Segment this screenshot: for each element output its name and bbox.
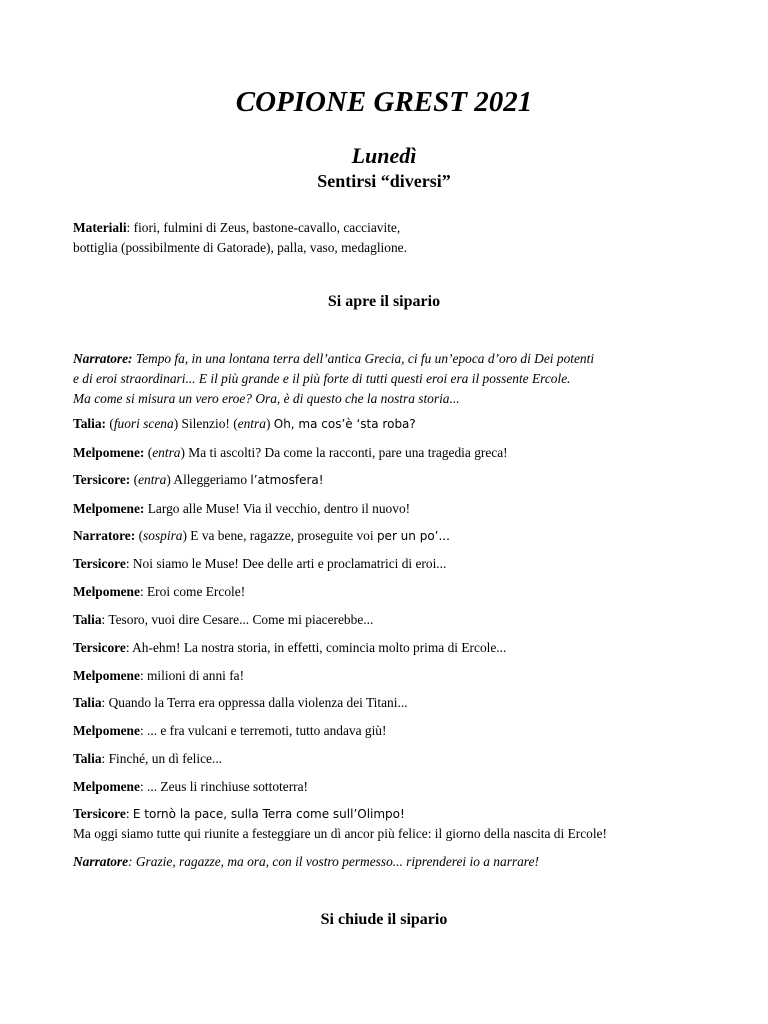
dialogue-text: : ... e fra vulcani e terremoti, tutto andava giù! (139, 723, 387, 738)
materials-line-2: bottiglia (possibilmente di Gatorade), palla, vaso, medaglione. (73, 240, 407, 255)
speaker-tersicore: Tersicore (73, 806, 126, 821)
speaker-melpomene: Melpomene (73, 779, 140, 794)
dialogue-text: l’atmosfera! (250, 473, 324, 487)
document-title: COPIONE GREST 2021 (235, 86, 533, 118)
episode-subtitle: Sentirsi “diversi” (317, 171, 451, 191)
dialogue-text: ) Alleggeriamo (166, 472, 251, 487)
narratore-intro-text-1: Tempo fa, in una lontana terra dell’antica Grecia, ci fu un’epoca d’oro di Dei potenti (132, 351, 595, 366)
dialogue-text: ) (265, 416, 274, 431)
dialogue-line-tersicore-2 (73, 554, 713, 574)
materials-paragraph (73, 218, 713, 258)
day-heading: Lunedì (351, 143, 417, 168)
speaker-tersicore: Tersicore (73, 556, 126, 571)
dialogue-text: : milioni di anni fa! (139, 668, 245, 683)
speaker-narratore: Narratore (73, 854, 129, 869)
dialogue-text: : Tesoro, vuoi dire Cesare... Come mi piacerebbe... (101, 612, 374, 627)
dialogue-text: : Noi siamo le Muse! Dee delle arti e proclamatrici di eroi... (125, 556, 447, 571)
narratore-intro-text-2: e di eroi straordinari... E il più grande e il più forte di tutti questi eroi era il possente Ercole. (73, 371, 571, 386)
speaker-narratore: Narratore: (73, 528, 136, 543)
speaker-tersicore: Tersicore: (73, 472, 131, 487)
dialogue-text: ( (144, 445, 153, 460)
dialogue-text: ) Ma ti ascolti? Da come la racconti, pare una tragedia greca! (180, 445, 508, 460)
curtain-open-heading: Si apre il sipario (327, 293, 441, 310)
materials-label: Materiali (73, 220, 127, 235)
dialogue-line-talia-1 (73, 414, 713, 434)
dialogue-text: : ... Zeus li rinchiuse sottoterra! (139, 779, 309, 794)
dialogue-text: Largo alle Muse! Via il vecchio, dentro il nuovo! (144, 501, 411, 516)
dialogue-line-narratore-2 (73, 526, 713, 546)
dialogue-text: ( (106, 416, 114, 431)
dialogue-line-melpomene-6 (73, 777, 713, 797)
dialogue-line-talia-3 (73, 693, 713, 713)
dialogue-line-melpomene-5 (73, 721, 713, 741)
stage-direction: entra (138, 472, 167, 487)
speaker-melpomene: Melpomene: (73, 445, 145, 460)
speaker-talia: Talia: (73, 416, 106, 431)
stage-direction: fuori scena (113, 416, 174, 431)
dialogue-text: ) E va bene, ragazze, proseguite voi (182, 528, 377, 543)
dialogue-text: ( (130, 472, 139, 487)
stage-direction: entra (237, 416, 266, 431)
speaker-melpomene: Melpomene (73, 723, 140, 738)
narratore-intro-line (73, 349, 713, 409)
dialogue-text: : Finché, un dì felice... (101, 751, 223, 766)
curtain-close-heading: Si chiude il sipario (320, 911, 448, 928)
dialogue-line-melpomene-1 (73, 443, 713, 463)
speaker-melpomene: Melpomene: (73, 501, 145, 516)
dialogue-line-melpomene-4 (73, 666, 713, 686)
dialogue-text: E tornò la pace, sulla Terra come sull’Olimpo! (132, 807, 405, 821)
speaker-talia: Talia (73, 612, 102, 627)
speaker-melpomene: Melpomene (73, 668, 140, 683)
dialogue-line-melpomene-3 (73, 582, 713, 602)
dialogue-line-melpomene-2 (73, 499, 713, 519)
dialogue-text: : (125, 806, 133, 821)
speaker-talia: Talia (73, 751, 102, 766)
speaker-talia: Talia (73, 695, 102, 710)
dialogue-text: : Eroi come Ercole! (139, 584, 246, 599)
speaker-melpomene: Melpomene (73, 584, 140, 599)
dialogue-text: : Ah-ehm! La nostra storia, in effetti, comincia molto prima di Ercole... (125, 640, 507, 655)
dialogue-line-tersicore-1 (73, 470, 713, 490)
dialogue-line-talia-2 (73, 610, 713, 630)
narratore-intro-text-3: Ma come si misura un vero eroe? Ora, è di questo che la nostra storia... (73, 391, 460, 406)
dialogue-text: ) Silenzio! ( (173, 416, 238, 431)
stage-direction: entra (152, 445, 181, 460)
speaker-narratore: Narratore: (73, 351, 133, 366)
speaker-tersicore: Tersicore (73, 640, 126, 655)
dialogue-text: Oh, ma cos’è ‘sta roba? (273, 417, 416, 431)
dialogue-text: Ma oggi siamo tutte qui riunite a festeggiare un dì ancor più felice: il giorno della nascita di Ercole! (73, 826, 607, 841)
dialogue-text: per un po’... (376, 529, 450, 543)
dialogue-text: : Quando la Terra era oppressa dalla violenza dei Titani... (101, 695, 408, 710)
dialogue-line-tersicore-3 (73, 638, 713, 658)
dialogue-text: : Grazie, ragazze, ma ora, con il vostro permesso... riprenderei io a narrare! (128, 854, 539, 869)
stage-direction: sospira (143, 528, 183, 543)
dialogue-text: ( (135, 528, 144, 543)
dialogue-line-tersicore-4 (73, 804, 713, 844)
materials-line-1: : fiori, fulmini di Zeus, bastone-cavallo, cacciavite, (126, 220, 401, 235)
dialogue-line-talia-4 (73, 749, 713, 769)
dialogue-line-narratore-3 (73, 852, 713, 872)
